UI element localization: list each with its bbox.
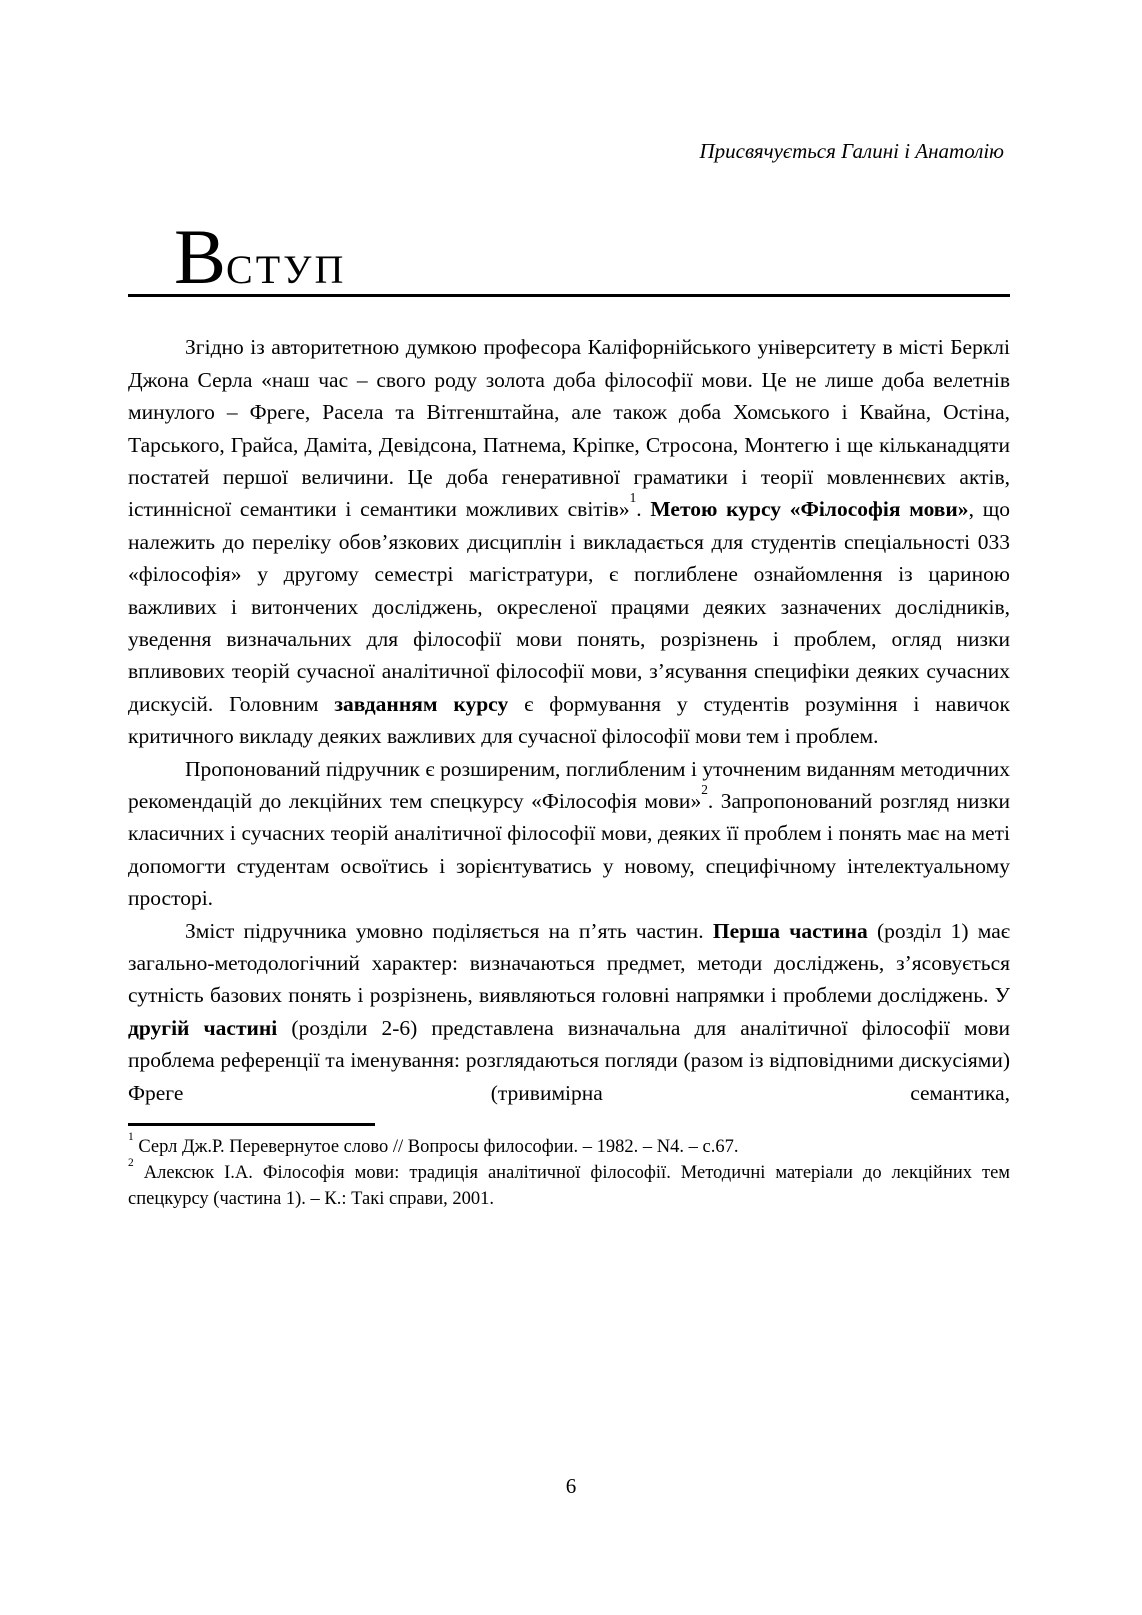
paragraph-1-run: є формування у студентів розуміння і навичок критичного викладу деяких важливих для сучасної філософії мови тем і проблем. — [128, 691, 1010, 749]
paragraph-1-bold-phrase: Метою курсу «Філософія мови» — [650, 497, 969, 522]
footnote-1-marker: 1 — [128, 1130, 134, 1143]
body-text — [128, 331, 1010, 1109]
paragraph-1-run: Згідно із авторитетною думкою професора Каліфорнійського університету в місті Берклі Джона Серла «наш час – свого роду золота доба філософії мови. Це не лише доба велетнів минулого – Фреге, Расела та Вітгенштайна, але також доба Хомського і Квайна, Остіна, Тарського, Грайса, Даміта, Девідсона, Патнема, Кріпке, Стросона, Монтегю і ще кільканадцяти постатей першої величини. Це доба генеративної граматики і теорії мовленнєвих актів, істиннісної семантики і семантики можливих світів» — [128, 335, 1010, 522]
heading-rest-text: СТУП — [226, 247, 347, 292]
footnote-2-text: Алексюк І.А. Філософія мови: традиція аналітичної філософії. Методичні матеріали до лекційних тем спецкурсу (частина 1). – К.: Такі справи, 2001. — [128, 1163, 1010, 1210]
footnote-reference-1: 1 — [629, 490, 637, 506]
footnotes — [128, 1130, 1010, 1212]
dedication-text: Присвячується Галині і Анатолію — [699, 139, 1004, 163]
paragraph-3-run: Зміст підручника умовно поділяється на п’ять частин. — [185, 918, 713, 943]
heading-initial-letter: В — [174, 213, 227, 300]
footnote-2-marker: 2 — [128, 1156, 134, 1169]
paragraph-1-bold-phrase: завданням курсу — [334, 691, 509, 716]
paragraph-1 — [128, 331, 1010, 752]
paragraph-2-run: Пропонований підручник є розширеним, поглибленим і уточненим виданням методичних рекомендацій до лекційних тем спецкурсу «Філософія мови» — [128, 756, 1010, 813]
paragraph-2 — [128, 753, 1010, 915]
paragraph-3-bold-phrase: Перша частина — [712, 918, 868, 943]
paragraph-3-bold-phrase: другій частині — [128, 1015, 278, 1040]
footnote-reference-2: 2 — [701, 781, 708, 797]
footnote-1-text: Серл Дж.Р. Перевернутое слово // Вопросы философии. – 1982. – N4. – с.67. — [133, 1137, 739, 1158]
chapter-heading — [128, 213, 1010, 300]
paragraph-1-run: . — [636, 497, 651, 522]
paragraph-3 — [128, 915, 1010, 1109]
footnote-1 — [128, 1130, 1010, 1160]
paragraph-3-run: (розділ 1) має загально-методологічний характер: визначаються предмет, методи досліджень, з’ясовується сутність базових понять і розрізнень, виявляються головні напрямки і проблеми досліджень. У — [128, 918, 1010, 1008]
paragraph-1-run: , що належить до переліку обов’язкових дисциплін і викладається для студентів спеціальності 033 «філософія» у другому семестрі магістратури, є поглиблене ознайомлення із цариною важливих і витончених досліджень, окресленої працями деяких зазначених дослідників, уведення визначальних для філософії мови понять, розрізнень і проблем, огляд низки впливових теорій сучасної аналітичної філософії мови, з’ясування специфіки деяких сучасних дискусій. Головним — [128, 497, 1010, 716]
footnote-2 — [128, 1156, 1010, 1212]
footnote-separator — [128, 1123, 375, 1126]
paragraph-2-run: . Запропонований розгляд низки класичних і сучасних теорій аналітичної філософії мови, деяких її проблем і понять має на меті допомогти студентам освоїтись і зорієнтуватись у новому, специфічному інтелектуальному просторі. — [128, 788, 1010, 911]
paragraph-3-run: (розділи 2-6) представлена визначальна для аналітичної філософії мови проблема референції та іменування: розглядаються погляди (разом із відповідними дискусіями) Фреге (тривимірна семантика, — [128, 1015, 1011, 1105]
page-number: 6 — [565, 1474, 577, 1498]
